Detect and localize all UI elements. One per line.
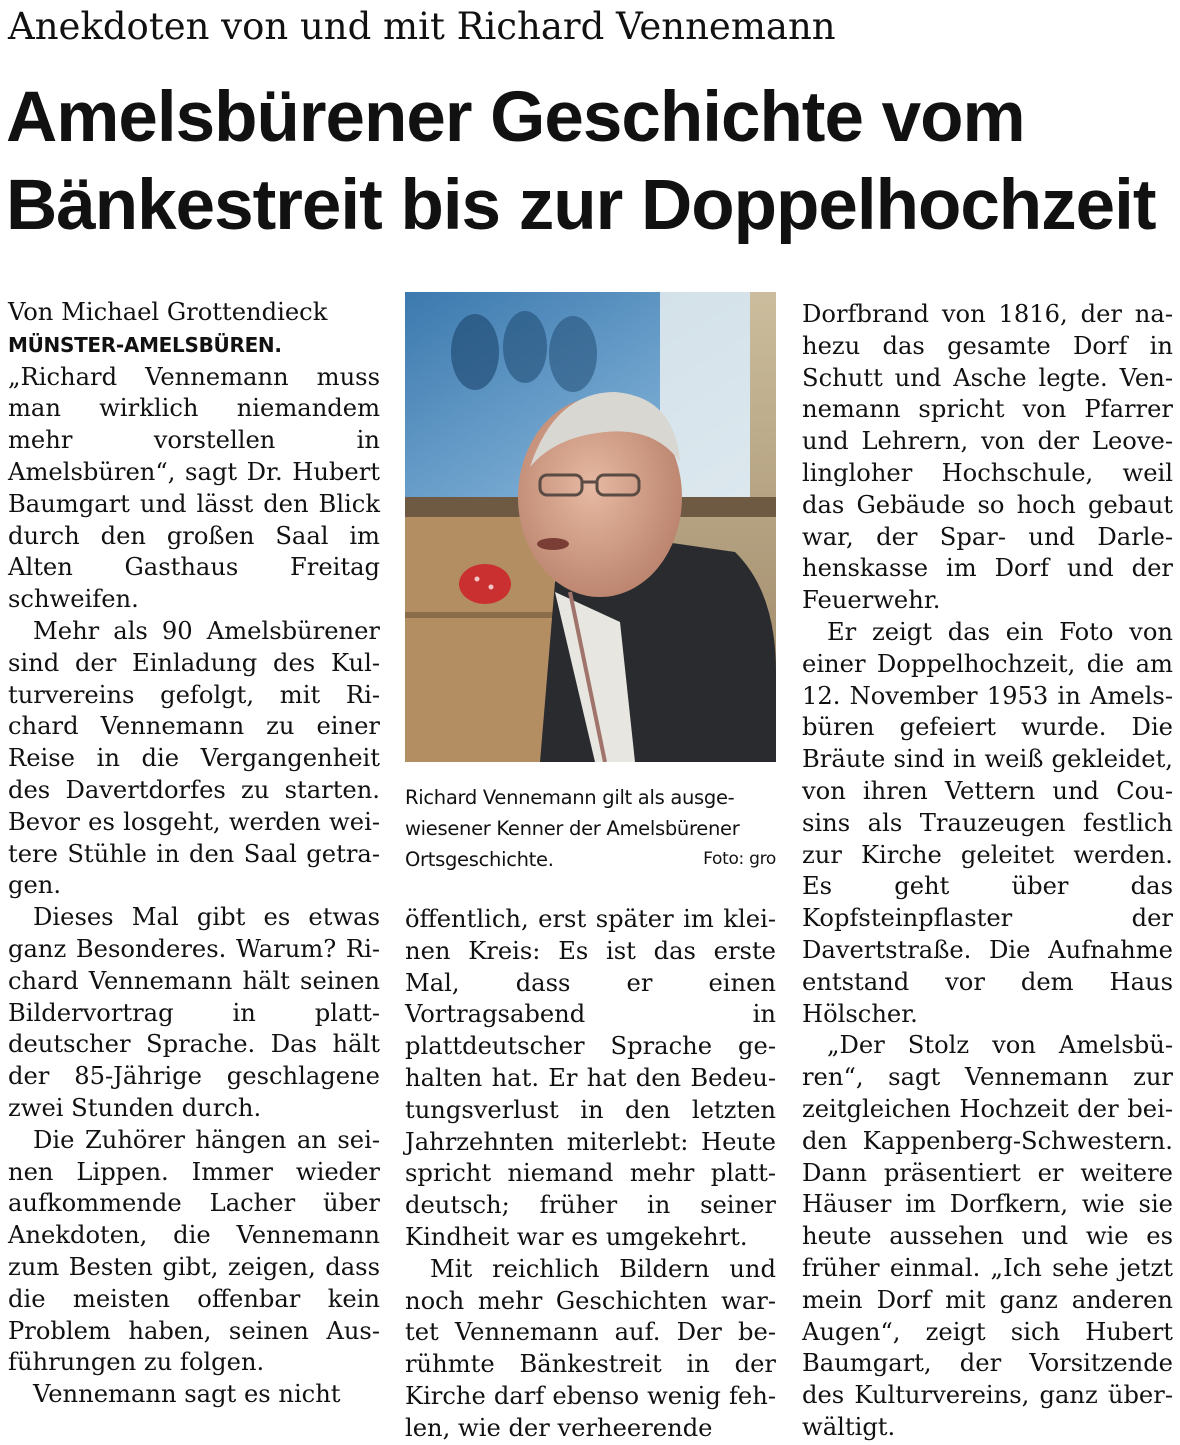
article-paragraph: „Der Stolz von Amelsbüren“, sagt Vennemann zur zeitgleichen Hochzeit der beiden Kappenberg-Schwestern. Dann präsentiert er weitere Häuser im Dorfkern, wie sie heute aussehen und wie es früher einmal. „Ich sehe jetzt mein Dorf mit ganz anderen Augen“, zeigt sich Hubert Baumgart, der Vorsitzende des Kulturvereins, ganz überwältigt. [802,1031,1173,1441]
headline-line-1: Amelsbürener Geschichte vom [6,78,1025,157]
article-paragraph: Er zeigt das ein Foto von einer Doppelhochzeit, die am 12. November 1953 in Amelsbüren gefeiert wurde. Die Bräute sind in weiß gekleidet, von ihren Vettern und Cousins als Trauzeugen festlich zur Kirche geleitet werden. Es geht über das Kopfsteinpflaster der Davertstraße. Die Aufnahme entstand vor dem Haus Hölscher. [802,617,1173,1028]
article-paragraph: Mehr als 90 Amelsbürener sind der Einladung des Kulturvereins gefolgt, mit Richard Vennemann zu einer Reise in die Vergangenheit des Davertdorfes zu starten. Bevor es losgeht, werden weitere Stühle in den Saal getragen. [8,616,380,900]
article-photo [405,292,776,762]
photo-credit: Foto: gro [703,849,776,869]
byline: Von Michael Grottendieck [8,298,328,326]
headline [6,74,1156,250]
caption-text: Richard Vennemann gilt als ausgewiesener Kenner der Amelsbürener Ortsgeschichte. [405,786,740,871]
article-paragraph: Die Zuhörer hängen an seinen Lippen. Immer wieder aufkommende Lacher über Anekdoten, die Vennemann zum Besten gibt, zeigen, dass die meisten offenbar kein Problem haben, seinen Ausführungen zu folgen. [8,1125,380,1377]
paragraph-text: „Richard Vennemann muss man wirklich niemandem mehr vorstellen in Amelsbüren“, sagt Dr. Hubert Baumgart und lässt den Blick durch den großen Saal im Alten Gasthaus Freitag schweifen. [8,362,380,614]
article-column-1 [8,297,380,1411]
kicker: Anekdoten von und mit Richard Vennemann [8,5,836,48]
article-paragraph: öffentlich, erst später im kleinen Kreis: Es ist das erste Mal, dass er einen Vortragsabend in plattdeutscher Sprache gehalten hat. Er hat den Bedeutungsverlust in den letzten Jahrzehnten miterlebt: Heute spricht niemand mehr plattdeutsch; früher in seiner Kindheit war es umgekehrt. [405,905,776,1251]
article-column-3 [802,299,1173,1444]
article-paragraph: Vennemann sagt es nicht [33,1380,341,1409]
article-paragraph: Mit reichlich Bildern und noch mehr Geschichten wartet Vennemann auf. Der berühmte Bänkestreit in der Kirche darf ebenso wenig fehlen, wie der verheerende [405,1254,776,1442]
article-paragraph: Dorfbrand von 1816, der nahezu das gesamte Dorf in Schutt und Asche legte. Vennemann spricht von Pfarrer und Lehrern, von der Leovelingloher Hochschule, weil das Gebäude so hoch gebaut war, der Spar- und Darlehenskasse im Dorf und der Feuerwehr. [802,300,1173,615]
article-paragraph: Dieses Mal gibt es etwas ganz Besonderes. Warum? Richard Vennemann hält seinen Bildervortrag in plattdeutscher Sprache. Das hält der 85-Jährige geschlagene zwei Stunden durch. [8,903,380,1122]
article-paragraph [8,329,380,616]
headline-line-2: Bänkestreit bis zur Doppelhochzeit [6,166,1156,245]
portrait-photo-illustration [405,292,776,762]
photo-caption [405,782,776,875]
dateline: MÜNSTER-AMELSBÜREN. [8,332,282,357]
article-column-2 [405,904,776,1445]
